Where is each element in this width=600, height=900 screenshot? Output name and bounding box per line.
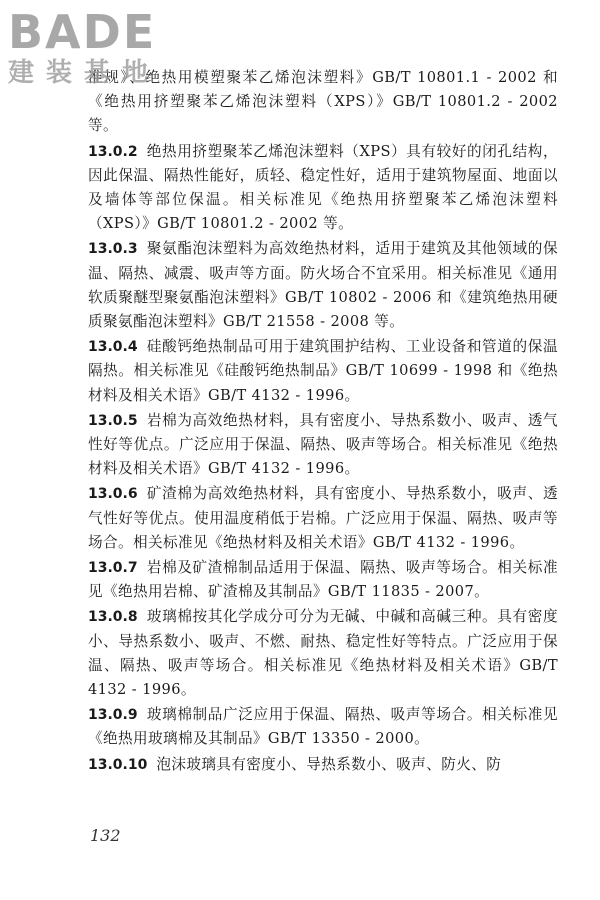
continuation-paragraph: 准规》、绝热用模塑聚苯乙烯泡沫塑料》GB/T 10801.1 - 2002 和《绝热用挤塑聚苯乙烯泡沫塑料（XPS）》GB/T 10801.2 - 2002 等。 [88,69,558,135]
clause-text: 玻璃棉制品广泛应用于保温、隔热、吸声等场合。相关标准见《绝热用玻璃棉及其制品》GB/T 13350 - 2000。 [88,706,558,748]
clause-number: 13.0.7 [88,560,138,577]
clause-paragraph [88,409,558,482]
clause-paragraph [88,482,558,555]
clause-text: 泡沫玻璃具有密度小、导热系数小、吸声、防火、防 [156,755,502,773]
clause-paragraph [88,753,558,777]
clause-text: 聚氨酯泡沫塑料为高效绝热材料，适用于建筑及其他领域的保温、隔热、减震、吸声等方面。防火场合不宜采用。相关标准见《通用软质聚醚型聚氨酯泡沫塑料》GB/T 10802 - 2006 和《建筑绝热用硬质聚氨酯泡沫塑料》GB/T 21558 - 2008 等。 [88,240,558,331]
clause-number: 13.0.2 [88,143,138,160]
clause-paragraph [88,140,558,237]
clause-paragraph [88,237,558,334]
watermark-logo [6,6,176,92]
clause-number: 13.0.3 [88,241,138,258]
clause-paragraph [88,703,558,751]
page-number: 132 [90,826,121,845]
clause-text: 硅酸钙绝热制品可用于建筑围护结构、工业设备和管道的保温隔热。相关标准见《硅酸钙绝热制品》GB/T 10699 - 1998 和《绝热材料及相关术语》GB/T 4132 - 1996。 [88,338,558,404]
clause-list [88,140,558,777]
clause-number: 13.0.9 [88,707,138,724]
clause-number: 13.0.6 [88,486,138,503]
clause-number: 13.0.8 [88,609,138,626]
clause-text: 岩棉为高效绝热材料，具有密度小、导热系数小、吸声、透气性好等优点。广泛应用于保温、隔热、吸声等场合。相关标准见《绝热材料及相关术语》GB/T 4132 - 1996。 [88,411,558,478]
clause-text: 矿渣棉为高效绝热材料，具有密度小、导热系数小，吸声、透气性好等优点。使用温度稍低于岩棉。广泛应用于保温、隔热、吸声等场合。相关标准见《绝热材料及相关术语》GB/T 4132 - 1996。 [88,485,558,551]
clause-paragraph [88,605,558,702]
clause-paragraph [88,556,558,604]
clause-number: 13.0.5 [88,412,138,429]
clause-text: 岩棉及矿渣棉制品适用于保温、隔热、吸声等场合。相关标准见《绝热用岩棉、矿渣棉及其制品》GB/T 11835 - 2007。 [88,559,558,601]
clause-number: 13.0.4 [88,339,138,356]
clause-text: 绝热用挤塑聚苯乙烯泡沫塑料（XPS）具有较好的闭孔结构，因此保温、隔热性能好，质轻、稳定性好，适用于建筑物屋面、地面以及墙体等部位保温。相关标准见《绝热用挤塑聚苯乙烯泡沫塑料（XPS）》GB/T 10801.2 - 2002 等。 [88,142,558,233]
clause-text: 玻璃棉按其化学成分可分为无碱、中碱和高碱三种。具有密度小、导热系数小、吸声、不燃、耐热、稳定性好等特点。广泛应用于保温、隔热、吸声等场合。相关标准见《绝热材料及相关术语》GB/T 4132 - 1996。 [88,608,558,699]
watermark-brand: BADE [8,5,157,59]
body-text [88,66,558,777]
watermark-subtitle: 建装基地 [8,58,161,88]
clause-number: 13.0.10 [88,756,148,773]
clause-paragraph [88,335,558,408]
